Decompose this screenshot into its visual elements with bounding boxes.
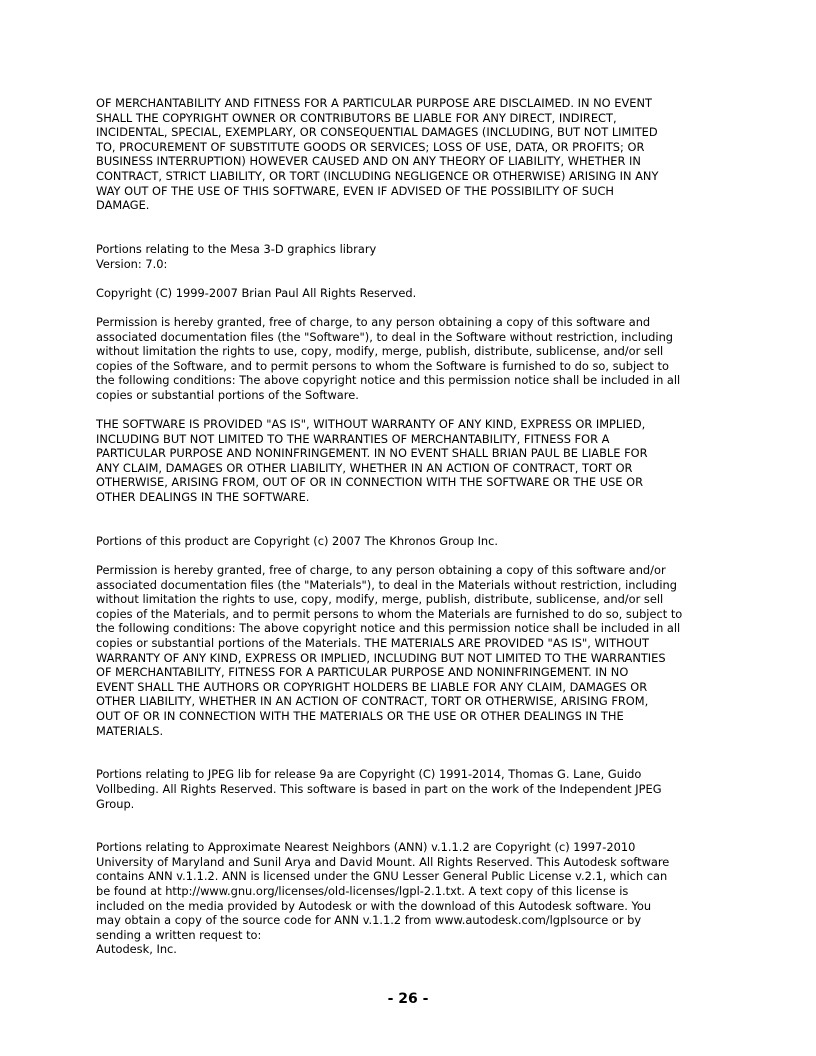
paragraph-jpeg-copyright: Portions relating to JPEG lib for release 9a are Copyright (C) 1991-2014, Thomas G. Lane, Guido Vollbeding. All Rights Reserved. This software is based in part on the work of the Independent JPEG Group. (96, 767, 662, 811)
paragraph-mesa-heading: Portions relating to the Mesa 3-D graphics library Version: 7.0: (96, 241, 377, 271)
paragraph-mesa-copyright: Copyright (C) 1999-2007 Brian Paul All Rights Reserved. (96, 285, 417, 300)
paragraph-khronos-permission: Permission is hereby granted, free of charge, to any person obtaining a copy of this software and/or associated documentation files (the "Materials"), to deal in the Materials without restriction, including without limitation the rights to use, copy, modify, merge, publish, distribute, sublicense, and/or sell copies of the Materials, and to permit persons to whom the Materials are furnished to do so, subject to the following conditions: The above copyright notice and this permission notice shall be included in all copies or substantial portions of the Materials. THE MATERIALS ARE PROVIDED "AS IS", WITHOUT WARRANTY OF ANY KIND, EXPRESS OR IMPLIED, INCLUDING BUT NOT LIMITED TO THE WARRANTIES OF MERCHANTABILITY, FITNESS FOR A PARTICULAR PURPOSE AND NONINFRINGEMENT. IN NO EVENT SHALL THE AUTHORS OR COPYRIGHT HOLDERS BE LIABLE FOR ANY CLAIM, DAMAGES OR OTHER LIABILITY, WHETHER IN AN ACTION OF CONTRACT, TORT OR OTHERWISE, ARISING FROM, OUT OF OR IN CONNECTION WITH THE MATERIALS OR THE USE OR OTHER DEALINGS IN THE MATERIALS. (96, 563, 683, 738)
paragraph-ann-copyright: Portions relating to Approximate Nearest Neighbors (ANN) v.1.1.2 are Copyright (c) 1997-2010 University of Maryland and Sunil Arya and David Mount. All Rights Reserved. This Autodesk software contains ANN v.1.1.2. ANN is licensed under the GNU Lesser General Public License v.2.1, which can be found at http://www.gnu.org/licenses/old-licenses/lgpl-2.1.txt. A text copy of this license is included on the media provided by Autodesk or with the download of this Autodesk software. You may obtain a copy of the source code for ANN v.1.1.2 from www.autodesk.com/lgplsource or by sending a written request to: Autodesk, Inc. (96, 840, 670, 957)
document-body (96, 96, 724, 957)
paragraph-warranty-disclaimer: OF MERCHANTABILITY AND FITNESS FOR A PARTICULAR PURPOSE ARE DISCLAIMED. IN NO EVENT SHALL THE COPYRIGHT OWNER OR CONTRIBUTORS BE LIABLE FOR ANY DIRECT, INDIRECT, INCIDENTAL, SPECIAL, EXEMPLARY, OR CONSEQUENTIAL DAMAGES (INCLUDING, BUT NOT LIMITED TO, PROCUREMENT OF SUBSTITUTE GOODS OR SERVICES; LOSS OF USE, DATA, OR PROFITS; OR BUSINESS INTERRUPTION) HOWEVER CAUSED AND ON ANY THEORY OF LIABILITY, WHETHER IN CONTRACT, STRICT LIABILITY, OR TORT (INCLUDING NEGLIGENCE OR OTHERWISE) ARISING IN ANY WAY OUT OF THE USE OF THIS SOFTWARE, EVEN IF ADVISED OF THE POSSIBILITY OF SUCH DAMAGE. (96, 96, 659, 213)
paragraph-mesa-permission: Permission is hereby granted, free of charge, to any person obtaining a copy of this software and associated documentation files (the "Software"), to deal in the Software without restriction, including without limitation the rights to use, copy, modify, merge, publish, distribute, sublicense, and/or sell copies of the Software, and to permit persons to whom the Software is furnished to do so, subject to the following conditions: The above copyright notice and this permission notice shall be included in all copies or substantial portions of the Software. (96, 314, 681, 402)
paragraph-khronos-copyright: Portions of this product are Copyright (c) 2007 The Khronos Group Inc. (96, 533, 499, 548)
page-number: - 26 - (387, 991, 429, 1007)
paragraph-mesa-warranty: THE SOFTWARE IS PROVIDED "AS IS", WITHOUT WARRANTY OF ANY KIND, EXPRESS OR IMPLIED, INCLUDING BUT NOT LIMITED TO THE WARRANTIES OF MERCHANTABILITY, FITNESS FOR A PARTICULAR PURPOSE AND NONINFRINGEMENT. IN NO EVENT SHALL BRIAN PAUL BE LIABLE FOR ANY CLAIM, DAMAGES OR OTHER LIABILITY, WHETHER IN AN ACTION OF CONTRACT, TORT OR OTHERWISE, ARISING FROM, OUT OF OR IN CONNECTION WITH THE SOFTWARE OR THE USE OR OTHER DEALINGS IN THE SOFTWARE. (96, 417, 648, 505)
